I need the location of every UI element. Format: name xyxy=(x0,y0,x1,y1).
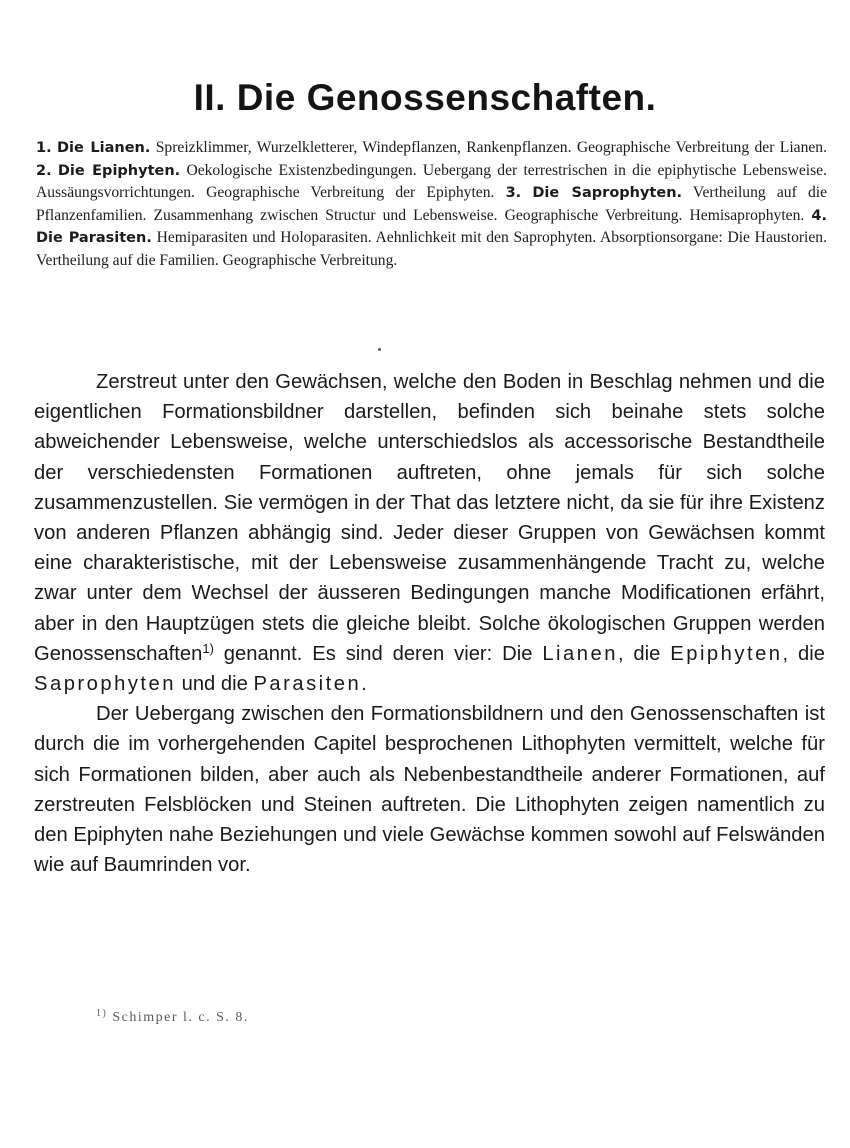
term-lianen: Lianen xyxy=(542,642,618,665)
summary-number: 4. xyxy=(811,207,827,224)
paragraph-text: Zerstreut unter den Gewächsen, welche den Boden in Beschlag nehmen und die eigentlichen Formationsbildner darstellen, befinden sich beinahe stets solche abweichender Lebensweise, welche unterschiedslos als accessorische Bestandtheile der verschiedensten Formationen auftreten, ohne jemals für sich solche zusammenzustellen. Sie vermögen in der That das letztere nicht, da sie für ihre Existenz von anderen Pflanzen abhängig sind. Jeder dieser Gruppen von Gewächsen kommt eine charakteristische, mit der Lebensweise zusammenhängende Tracht zu, welche zwar unter dem Wechsel der äusseren Bedingungen manche Modificationen erfährt, aber in den Hauptzügen stets die gleiche bleibt. Solche ökologischen Gruppen werden Genossenschaften xyxy=(34,371,825,665)
footnote-reference: 1) xyxy=(202,640,214,656)
summary-keyword-saprophyten: Die Saprophyten. xyxy=(532,185,683,202)
paragraph-text: und die xyxy=(175,673,254,696)
summary-text: Spreizklimmer, Wurzelkletterer, Windepflanzen, Rankenpflanzen. Geographische Verbreitung der Lianen. xyxy=(150,139,827,156)
footnote-text: Schimper l. c. S. 8. xyxy=(107,1010,249,1025)
paragraph-text: . xyxy=(361,673,367,696)
summary-text: Vertheilung auf die Pflanzenfamilien. Zusammenhang zwischen Structur und Lebensweise. Geographische Verbreitung. Hemisaprophyten. xyxy=(36,184,827,224)
summary-text: Hemiparasiten und Holoparasiten. Aehnlichkeit mit den Saprophyten. Absorptionsorgane: Die Haustorien. Vertheilung auf die Familien. Geographische Verbreitung. xyxy=(36,229,828,269)
summary-number: 3. xyxy=(505,185,522,202)
paragraph-text: , die xyxy=(617,642,671,665)
term-epiphyten: Epiphyten xyxy=(670,642,783,665)
chapter-title: II. Die Genossenschaften. xyxy=(193,76,657,118)
summary-number: 2. xyxy=(36,162,52,179)
paragraph-1 xyxy=(34,367,825,699)
body-text xyxy=(34,367,825,880)
footnote-mark: 1) xyxy=(96,1008,108,1019)
print-speck xyxy=(378,348,381,351)
paragraph-2: Der Uebergang zwischen den Formationsbildnern und den Genossenschaften ist durch die im vorhergehenden Capitel besprochenen Lithophyten vermittelt, welche für sich Formationen bilden, aber auch als Nebenbestandtheile anderer Formationen, auf zerstreuten Felsblöcken und Steinen auftreten. Die Lithophyten zeigen namentlich zu den Epiphyten nahe Beziehungen und viele Gewächse kommen sowohl auf Felswänden wie auf Baumrinden vor. xyxy=(34,703,825,877)
summary-keyword-lianen: Die Lianen. xyxy=(57,140,151,156)
term-parasiten: Parasiten xyxy=(253,673,362,696)
term-saprophyten: Saprophyten xyxy=(34,673,176,696)
paragraph-text: genannt. Es sind deren vier: Die xyxy=(213,642,543,665)
summary-keyword-parasiten: Die Parasiten. xyxy=(36,230,152,247)
summary-keyword-epiphyten: Die Epiphyten. xyxy=(57,162,181,179)
summary-number: 1. xyxy=(36,140,52,156)
footnote xyxy=(96,1010,249,1026)
summary-text: Oekologische Existenzbedingungen. Uebergang der terrestrischen in die epiphytische Lebensweise. Aussäungsvorrichtungen. Geographische Verbreitung der Epiphyten. xyxy=(36,161,827,202)
chapter-summary xyxy=(36,137,827,273)
paragraph-text: , die xyxy=(782,642,825,665)
